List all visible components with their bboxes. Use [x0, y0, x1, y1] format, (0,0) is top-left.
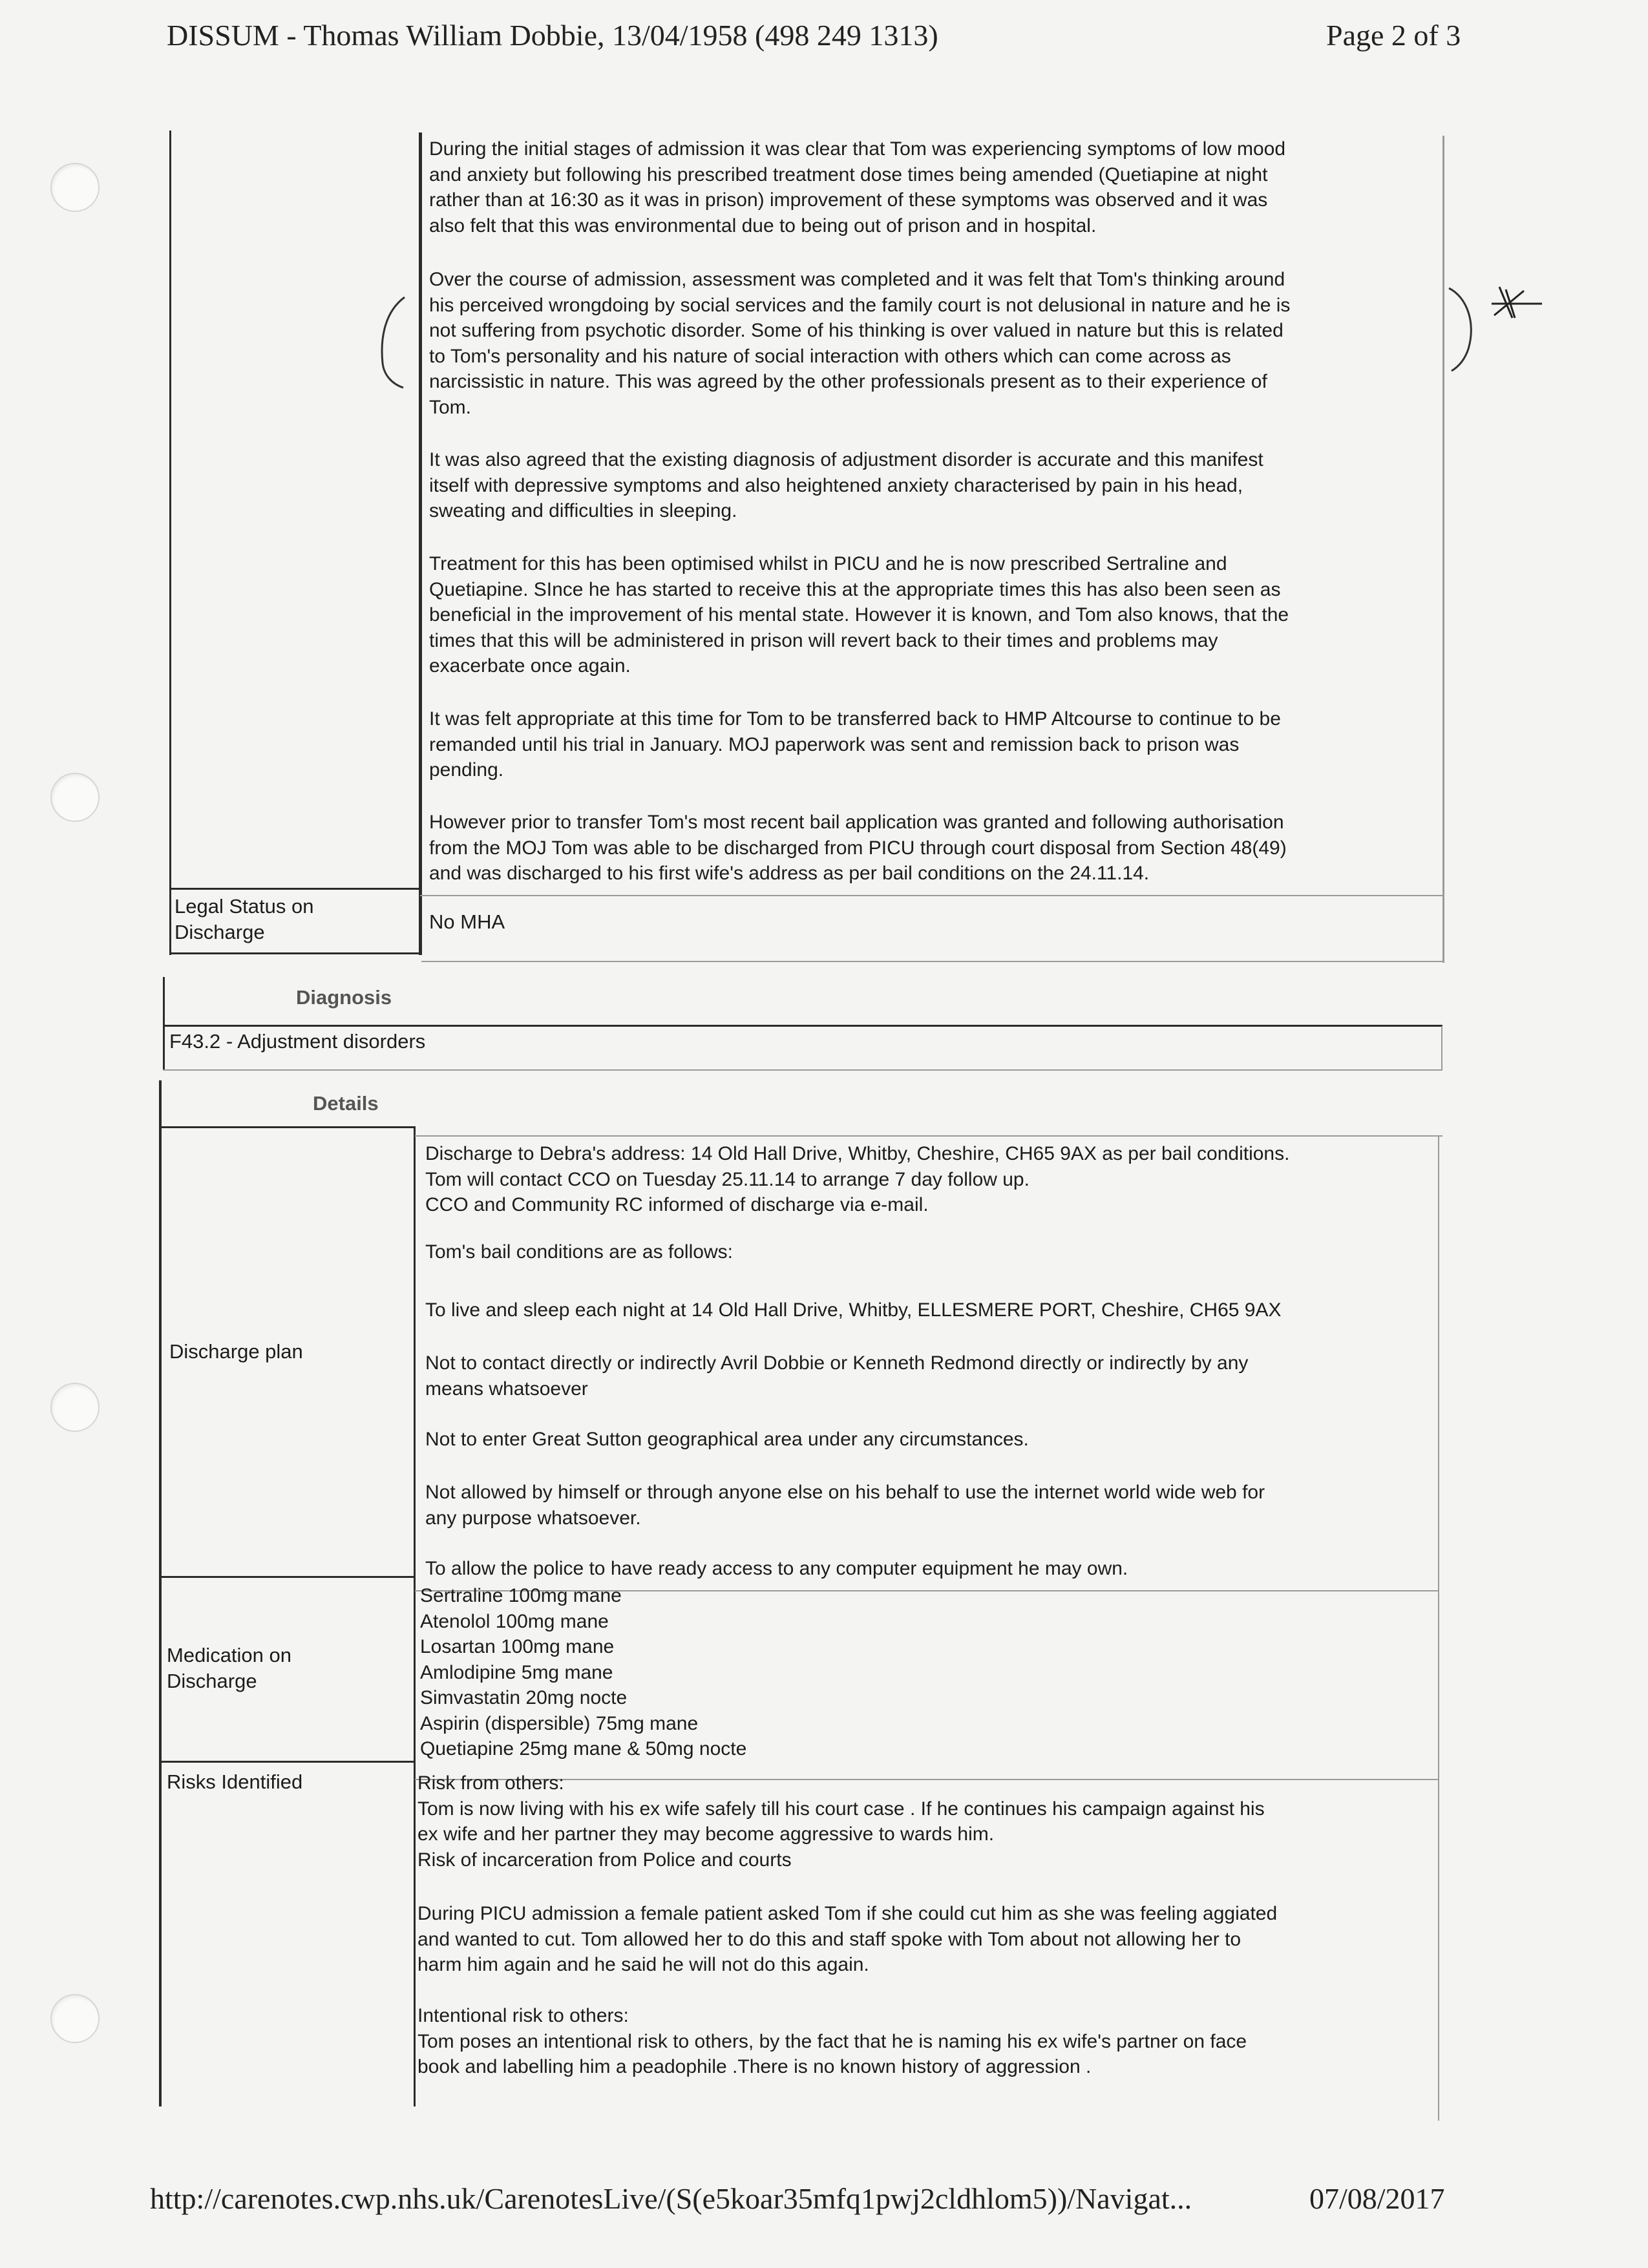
- punch-hole: [50, 1383, 100, 1432]
- risk-paragraph: Risk from others: Tom is now living with his ex wife safely till his court case . If he continues his campaign against his ex wife and her partner they may become aggressive to wards him. Risk of incarceration from Police and courts: [417, 1772, 1265, 1871]
- section-border-left: [163, 977, 165, 1071]
- table-row-divider: [169, 888, 420, 890]
- medication-label: Medication on Discharge: [167, 1644, 292, 1692]
- course-paragraph: It was felt appropriate at this time for Tom to be transferred back to HMP Altcourse to continue to be remanded until his trial in January. MOJ paperwork was sent and remission back to prison was pending.: [429, 708, 1281, 781]
- handwritten-bracket-right: [1442, 284, 1488, 375]
- medication-list: [420, 1583, 746, 1762]
- table-divider: [419, 132, 422, 955]
- legal-status-label: Legal Status on Discharge: [174, 895, 314, 943]
- section-border-right: [1441, 1026, 1442, 1071]
- course-paragraph: Treatment for this has been optimised whilst in PICU and he is now prescribed Sertraline and Quetiapine. SInce he has started to receive this at the appropriate times this has also been seen as beneficial in the improvement of his mental state. However it is known, and Tom also knows, that the times that this will be administered in prison will revert back to their times and problems may exacerbate once again.: [429, 553, 1289, 677]
- handwritten-bracket-left: [374, 292, 412, 395]
- table-border-left: [169, 131, 171, 955]
- diagnosis-heading: Diagnosis: [296, 986, 392, 1009]
- page-number: Page 2 of 3: [1326, 19, 1461, 52]
- course-paragraph: During the initial stages of admission it was clear that Tom was experiencing symptoms of low mood and anxiety but following his prescribed treatment dose times being amended (Quetiapine at night rather than at 16:30 as it was in prison) improvement of these symptoms was observed and it was also felt that this was environmental due to being out of prison and in hospital.: [429, 138, 1286, 236]
- legal-status-value: No MHA: [429, 910, 505, 933]
- details-row-divider: [160, 1576, 414, 1578]
- medication-item: Atenolol 100mg mane: [420, 1610, 609, 1632]
- medication-item: Losartan 100mg mane: [420, 1636, 615, 1657]
- medication-item: Sertraline 100mg mane: [420, 1585, 622, 1606]
- punch-hole: [50, 1994, 100, 2043]
- footer-url: http://carenotes.cwp.nhs.uk/CarenotesLive/(S(e5koar35mfq1pwj2cldhlom5))/Navigat...: [150, 2182, 1192, 2215]
- medication-item: Quetiapine 25mg mane & 50mg nocte: [420, 1738, 747, 1759]
- plan-paragraph: To live and sleep each night at 14 Old Hall Drive, Whitby, ELLESMERE PORT, Cheshire, CH65 9AX: [425, 1299, 1282, 1321]
- details-row-divider: [160, 1761, 414, 1763]
- details-heading: Details: [313, 1092, 379, 1115]
- section-rule: [163, 1069, 1442, 1071]
- handwritten-asterisk-icon: [1486, 284, 1545, 323]
- footer-date: 07/08/2017: [1309, 2182, 1445, 2215]
- risk-paragraph: During PICU admission a female patient asked Tom if she could cut him as she was feeling aggiated and wanted to cut. Tom allowed her to do this and staff spoke with Tom about not allowing her to harm him again and he said he will not do this again.: [417, 1903, 1278, 1975]
- details-border-left: [159, 1080, 162, 2106]
- table-border-right: [1442, 136, 1444, 963]
- section-rule: [163, 1025, 1442, 1027]
- medication-item: Simvastatin 20mg nocte: [420, 1687, 628, 1708]
- punch-hole: [50, 773, 100, 822]
- risks-label: Risks Identified: [167, 1770, 303, 1793]
- details-column-divider: [414, 1126, 416, 2106]
- diagnosis-value: F43.2 - Adjustment disorders: [169, 1030, 426, 1053]
- punch-hole: [50, 163, 100, 212]
- discharge-plan-label: Discharge plan: [169, 1340, 303, 1363]
- table-row-divider: [420, 895, 1444, 896]
- document-title: DISSUM - Thomas William Dobbie, 13/04/1958 (498 249 1313): [167, 19, 938, 52]
- medication-item: Aspirin (dispersible) 75mg mane: [420, 1712, 699, 1734]
- plan-paragraph: Not allowed by himself or through anyone else on his behalf to use the internet world wide web for any purpose whatsoever.: [425, 1482, 1265, 1529]
- plan-paragraph: Tom's bail conditions are as follows:: [425, 1241, 733, 1263]
- plan-paragraph: Not to enter Great Sutton geographical area under any circumstances.: [425, 1429, 1029, 1450]
- plan-paragraph: Discharge to Debra's address: 14 Old Hall Drive, Whitby, Cheshire, CH65 9AX as per bail conditions. Tom will contact CCO on Tuesday 25.11.14 to arrange 7 day follow up. CCO and Community RC informed of discharge via e-mail.: [425, 1143, 1290, 1215]
- details-border-right: [1438, 1135, 1439, 2121]
- plan-paragraph: Not to contact directly or indirectly Avril Dobbie or Kenneth Redmond directly or indirectly by any means whatsoever: [425, 1352, 1249, 1400]
- table-border-bottom: [421, 961, 1444, 962]
- details-heading-rule: [160, 1126, 415, 1128]
- risk-paragraph: Intentional risk to others: Tom poses an intentional risk to others, by the fact that he is naming his ex wife's partner on face book and labelling him a peadophile .There is no known history of aggression .: [417, 2005, 1247, 2077]
- course-paragraph: However prior to transfer Tom's most recent bail application was granted and following authorisation from the MOJ Tom was able to be discharged from PICU through court disposal from Section 48(49) and was discharged to his first wife's address as per bail conditions on the 24.11.14.: [429, 812, 1287, 884]
- course-paragraph: It was also agreed that the existing diagnosis of adjustment disorder is accurate and this manifest itself with depressive symptoms and also heightened anxiety characterised by pain in his head, sweating and difficulties in sleeping.: [429, 449, 1263, 521]
- course-paragraph: Over the course of admission, assessment was completed and it was felt that Tom's thinking around his perceived wrongdoing by social services and the family court is not delusional in nature and he is not suffering from psychotic disorder. Some of his thinking is over valued in nature but this is related to Tom's personality and his nature of social interaction with others which can come across as narcissistic in nature. This was agreed by the other professionals present as to their experience of Tom.: [429, 269, 1291, 418]
- plan-paragraph: To allow the police to have ready access to any computer equipment he may own.: [425, 1558, 1128, 1579]
- medication-item: Amlodipine 5mg mane: [420, 1661, 613, 1683]
- table-border-bottom: [169, 952, 421, 954]
- details-border-top: [415, 1135, 1442, 1137]
